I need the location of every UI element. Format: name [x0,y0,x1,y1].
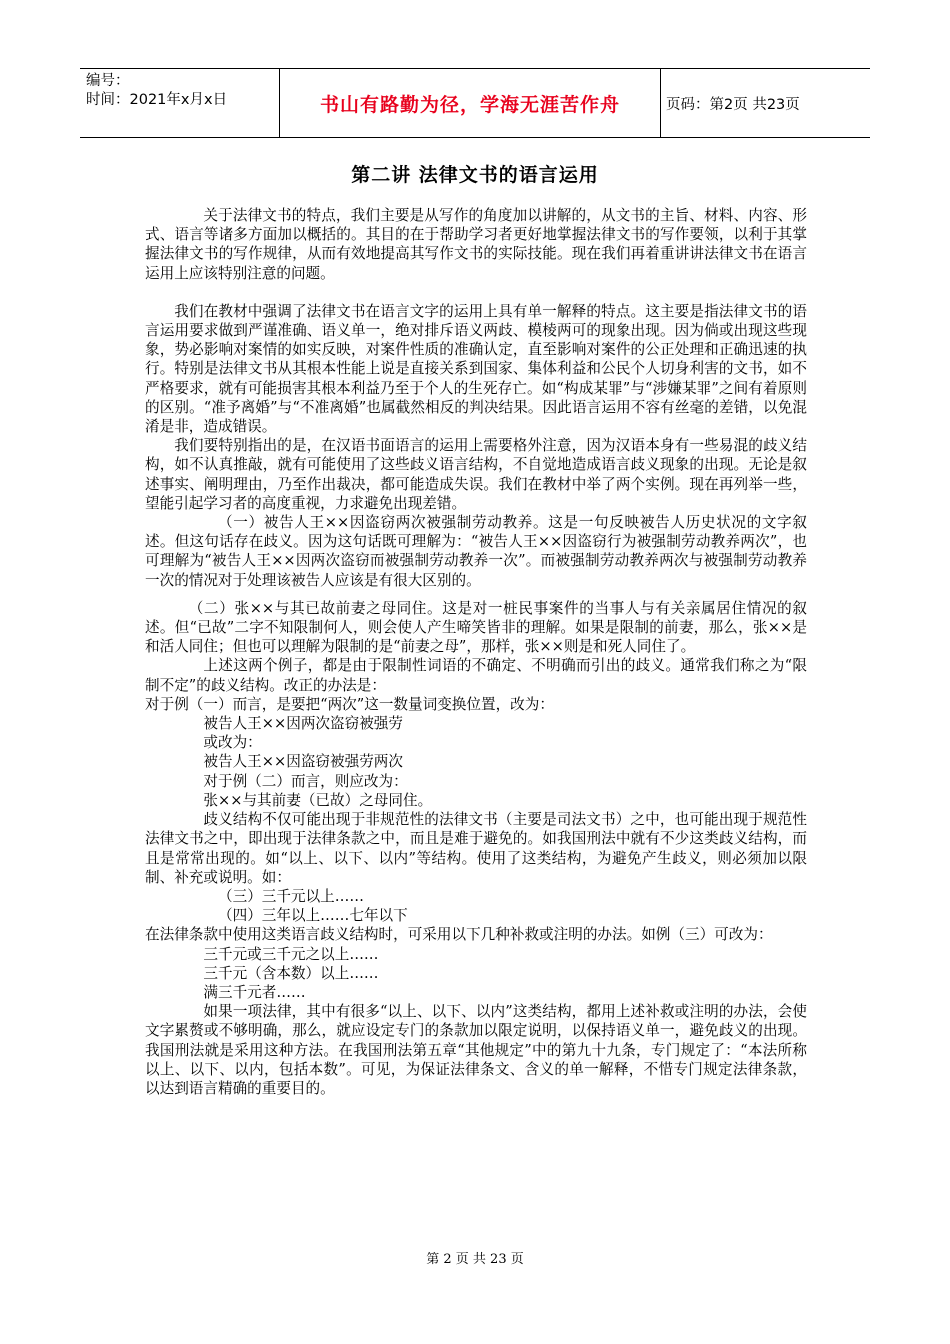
paragraph: 或改为： [203,734,262,752]
paragraph: 满三千元者…… [203,983,306,1001]
paragraph: 被告人王××因盗窃被强劳两次 [203,753,403,771]
paragraph: 三千元（含本数）以上…… [203,964,379,982]
paragraph: 我们要特别指出的是，在汉语书面语言的运用上需要格外注意，因为汉语本身有一些易混的歧义结构，如不认真推敲，就有可能使用了这些歧义语言结构，不自觉地造成语言歧义现象的出现。无论是叙述事实、阐明理由，乃至作出裁决，都可能造成失误。我们在教材中举了两个实例。现在再列举一些，望能引起学习者的高度重视，力求避免出现差错。 [145,437,807,512]
paragraph: 三千元或三千元之以上…… [203,945,379,963]
page-title: 第二讲 法律文书的语言运用 [351,164,599,186]
motto: 书山有路勤为径，学海无涯苦作舟 [319,93,620,116]
paragraph: 被告人王××因两次盗窃被强劳 [203,715,403,733]
paragraph: 歧义结构不仅可能出现于非规范性的法律文书（主要是司法文书）之中，也可能出现于规范性法律文书之中，即出现于法律条款之中，而且是难于避免的。如我国刑法中就有不少这类歧义结构，而且是常常出现的。如“以上、以下、以内”等结构。使用了这类结构，为避免产生歧义，则必须加以限制、补充或说明。如： [145,811,807,886]
paragraph: 在法律条款中使用这类语言歧义结构时，可采用以下几种补救或注明的办法。如例（三）可改为： [145,926,773,944]
header-meta [80,69,280,137]
paragraph: 如果一项法律，其中有很多“以上、以下、以内”这类结构，都用上述补救或注明的办法，会使文字累赘或不够明确，那么，就应设定专门的条款加以限定说明，以保持语义单一，避免歧义的出现。我国刑法就是采用这种方法。在我国刑法第五章“其他规定”中的第九十九条，专门规定了：“本法所称以上、以下、以内，包括本数”。可见，为保证法律条文、含义的单一解释，不惜专门规定法律条款，以达到语言精确的重要目的。 [145,1003,807,1097]
paragraph: 关于法律文书的特点，我们主要是从写作的角度加以讲解的，从文书的主旨、材料、内容、形式、语言等诸多方面加以概括的。其目的在于帮助学习者更好地掌握法律文书的写作要领，以利于其掌握法律文书的写作规律，从而有效地提高其写作文书的实际技能。现在我们再着重讲讲法律文书在语言运用上应该特别注意的问题。 [145,207,807,282]
paragraph: （四）三年以上……七年以下 [218,907,408,925]
paragraph: （一）被告人王××因盗窃两次被强制劳动教养。这是一句反映被告人历史状况的文字叙述。但这句话存在歧义。因为这句话既可理解为：“被告人王××因盗窃行为被强制劳动教养两次”，也可理解为“被告人王××因两次盗窃而被强制劳动教养一次”。而被强制劳动教养两次与被强制劳动教养一次的情况对于处理该被告人应该是有很大区别的。 [145,514,807,589]
page-header [80,68,870,138]
number-label: 编号： [86,73,130,89]
header-motto-cell [280,69,661,137]
paragraph: 对于例（二）而言，则应改为： [203,772,408,790]
paragraph: （三）三千元以上…… [218,887,364,905]
time-label: 时间：2021年x月x日 [86,92,228,108]
paragraph: （二）张××与其已故前妻之母同住。这是对一桩民事案件的当事人与有关亲属居住情况的叙述。但“已故”二字不知限制何人，则会使人产生啼笑皆非的理解。如果是限制的前妻，那么，张××是和活人同住；但也可以理解为限制的是“前妻之母”，那样，张××则是和死人同住了。 [145,599,807,656]
page-label: 页码：第2页 共23页 [666,96,800,113]
header-page-cell [660,69,870,137]
paragraph: 对于例（一）而言，是要把“两次”这一数量词变换位置，改为： [145,695,554,713]
page-footer: 第 2 页 共 23 页 [426,1252,524,1267]
paragraph: 张××与其前妻（已故）之母同住。 [203,791,433,809]
document-body [145,206,807,1098]
paragraph: 上述这两个例子，都是由于限制性词语的不确定、不明确而引出的歧义。通常我们称之为“限制不定”的歧义结构。改正的办法是： [145,657,807,694]
paragraph: 我们在教材中强调了法律文书在语言文字的运用上具有单一解释的特点。这主要是指法律文书的语言运用要求做到严谨准确、语义单一，绝对排斥语义两歧、模棱两可的现象出现。因为倘或出现这些现象，势必影响对案情的如实反映，对案件性质的准确认定，直至影响对案件的公正处理和正确迅速的执行。特别是法律文书从其根本性能上说是直接关系到国家、集体利益和公民个人切身利害的文书，如不严格要求，就有可能损害其根本利益乃至于个人的生死存亡。如“构成某罪”与“涉嫌某罪”之间有着原则的区别。“准予离婚”与“不准离婚”也属截然相反的判决结果。因此语言运用不容有丝毫的差错，以免混淆是非，造成错误。 [145,302,807,436]
